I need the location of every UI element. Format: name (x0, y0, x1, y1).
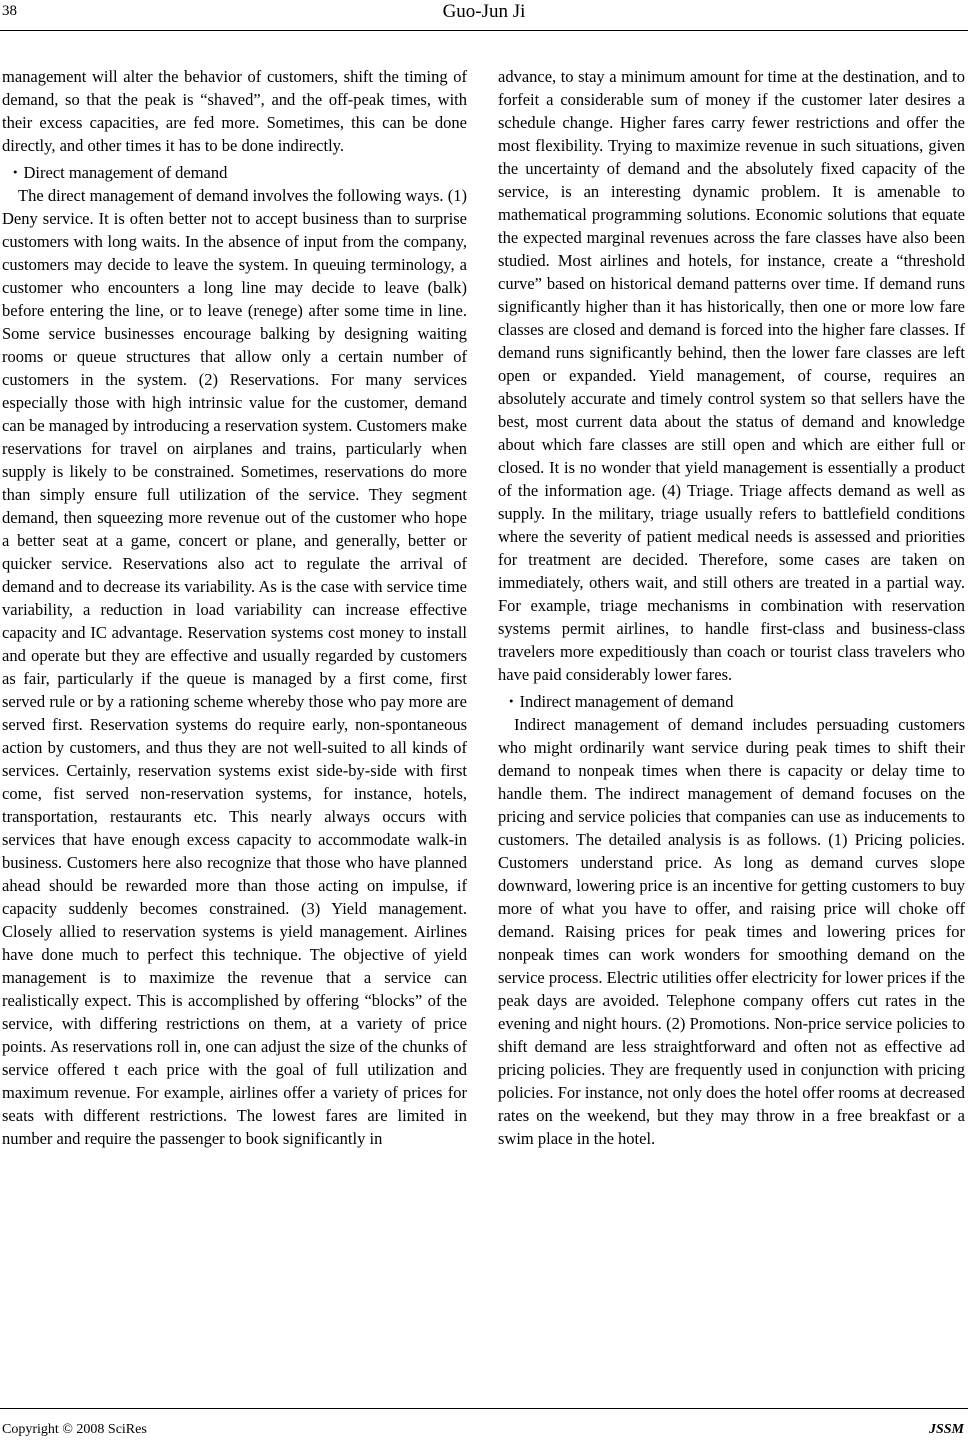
right-column (498, 65, 965, 1150)
page-header (0, 0, 968, 30)
right-paragraph-2: Indirect management of demand includes persuading customers who might ordinarily want service during peak times to shift their demand to nonpeak times when there is capacity or delay time to handle them. The indirect management of demand focuses on the pricing and service policies that companies can use as inducements to customers. The detailed analysis is as follows. (1) Pricing policies. Customers understand price. As long as demand curves slope downward, lowering price is an incentive for getting customers to buy more of what you have to offer, and raising price will choke off demand. Raising prices for peak times and lowering prices for nonpeak times can work wonders for smoothing demand on the service process. Electric utilities offer electricity for lower prices if the peak days are avoided. Telephone company offers cut rates in the evening and night hours. (2) Promotions. Non-price service policies to shift demand are less straightforward and often not as effective ad pricing policies. They are frequently used in conjunction with pricing policies. For instance, not only does the hotel offer rooms at decreased rates on the weekend, but they may throw in a free breakfast or a swim place in the hotel. (498, 715, 965, 1148)
page-footer (0, 1408, 968, 1443)
page-number: 38 (2, 3, 17, 19)
right-paragraph-1: advance, to stay a minimum amount for time at the destination, and to forfeit a considerable sum of money if the customer later desires a schedule change. Higher fares carry fewer restrictions and offer the most flexibility. Trying to maximize revenue in such situations, given the uncertainty of demand and the absolutely fixed capacity of the service, is an interesting dynamic problem. It is amenable to mathematical programming solutions. Economic solutions that equate the expected marginal revenues across the fare classes have also been studied. Most airlines and hotels, for instance, create a “threshold curve” based on historical demand patterns over time. If demand runs significantly higher than it has historically, then one or more low fare classes are closed and demand is forced into the higher fare classes. If demand runs significantly behind, then the lower fare classes are left open or expanded. Yield management, of course, requires an absolutely accurate and timely control system so that sellers have the best, most current data about the status of demand and knowledge about which fare classes are still open and which are either full or closed. It is no wonder that yield management is essentially a product of the information age. (4) Triage. Triage affects demand as well as supply. In the military, triage usually refers to battlefield conditions where the severity of patient medical needs is assessed and priorities for treatment are decided. Therefore, some cases are taken on immediately, others wait, and still others are treated in a partial way. For example, triage mechanisms in combination with reservation systems permit airlines, to handle first-class and business-class travelers more expeditiously than coach or tourist class travelers who have paid considerably lower fares. (498, 67, 965, 684)
running-head-author: Guo-Jun Ji (442, 1, 526, 22)
journal-abbreviation: JSSM (928, 1422, 964, 1437)
left-paragraph-2: The direct management of demand involves the following ways. (1) Deny service. It is often better not to accept business than to surprise customers with long waits. In the absence of input from the company, customers may decide to leave the system. In queuing terminology, a customer who encounters a long line may decide to leave (balk) before entering the line, or to leave (renege) after some time in line. Some service businesses encourage balking by designing waiting rooms or queue structures that allow only a certain number of customers in the system. (2) Reservations. For many services especially those with high intrinsic value for the customer, demand can be managed by introducing a reservation system. Customers make reservations for travel on airplanes and trains, particularly when supply is likely to be constrained. Sometimes, reservations do more than simply ensure full utilization of the service. They segment demand, then squeezing more revenue out of the customer who hope a better seat at a game, concert or plane, and generally, better or quicker service. Reservations also act to regulate the arrival of demand and to decrease its variability. As is the case with service time variability, a reduction in load variability can increase effective capacity and IC advantage. Reservation systems cost money to install and operate but they are effective and usually regarded by customers as fair, particularly if the queue is managed by a first come, first served rule or by a rationing scheme whereby those who pay more are served first. Reservation systems do require early, non-spontaneous action by customers, and thus they are not well-suited to all kinds of services. Certainly, reservation systems exist side-by-side with first come, fist served non-reservation systems, for instance, hotels, transportation, restaurants etc. This nearly always occurs with services that have enough excess capacity to accommodate walk-in business. Customers here also recognize that those who have planned ahead should be rewarded more than those acting on impulse, if capacity suddenly becomes constrained. (3) Yield management. Closely allied to reservation systems is yield management. Airlines have done much to perfect this technique. The objective of yield management is to maximize the revenue that a service can realistically expect. This is accomplished by offering “blocks” of the service, with differing restrictions on them, at a variety of price points. As reservations roll in, one can adjust the size of the chunks of service offered t each price with the goal of full utilization and maximum revenue. For example, airlines offer a variety of prices for seats with different restrictions. The lowest fares are limited in number and require the passenger to book significantly in (2, 186, 467, 1148)
footer-rule (0, 1408, 968, 1409)
left-paragraph-1: management will alter the behavior of customers, shift the timing of demand, so that the peak is “shaved”, and the off-peak times, with their excess capacities, are fed more. Sometimes, this can be done directly, and other times it has to be done indirectly. (2, 67, 467, 155)
section-heading-indirect-management: ・Indirect management of demand (503, 692, 734, 711)
header-rule (0, 30, 968, 31)
left-column (2, 65, 467, 1150)
copyright-notice: Copyright © 2008 SciRes (2, 1422, 147, 1437)
section-heading-direct-management: ・Direct management of demand (7, 163, 228, 182)
